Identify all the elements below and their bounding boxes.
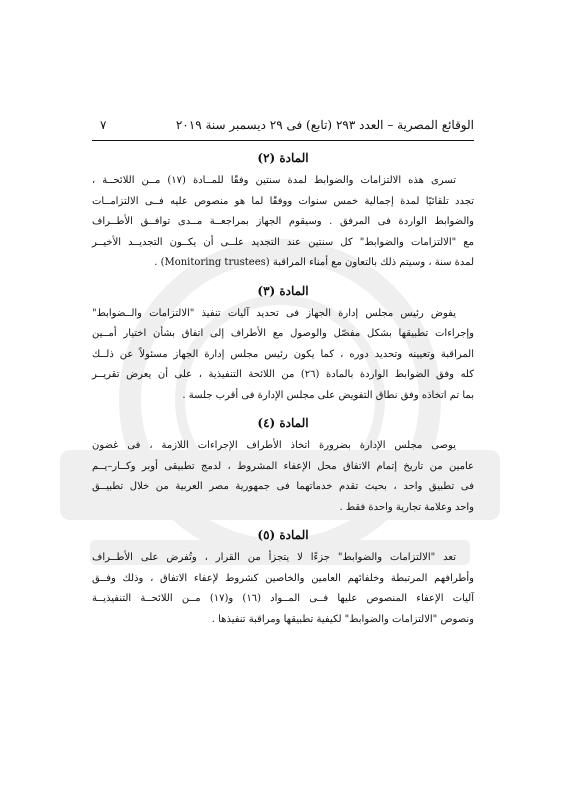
paragraph-line: لمدة سنة ، وسيتم ذلك بالتعاون مع أمناء المراقبة (Monitoring trustees) . xyxy=(154,257,474,268)
header-title: الوقائع المصرية – العدد ٢٩٣ (تابع) فى ٢٩ ديسمبر سنة ٢٠١٩ xyxy=(175,118,474,132)
paragraph-line: آليات الإعفاء المنصوص عليها فــى المــواد (١٦) و(١٧) مــن اللائحــة التنفيذيــة xyxy=(92,593,474,604)
article-title: المادة (٣) xyxy=(257,283,309,298)
paragraph-line: فى تطبيق واحد ، بحيث تقدم خدماتهما فى جمهورية مصر العربية من خلال تطبيــق xyxy=(92,481,474,492)
article-paragraph xyxy=(92,171,474,274)
article-paragraph xyxy=(92,304,474,407)
article-title: المادة (٥) xyxy=(257,528,309,542)
paragraph-line: المراقبة وتعيينه وتحديد دوره ، كما يكون رئيس مجلس إدارة الجهاز مسئولاً عن ذلــك xyxy=(92,348,474,360)
article-paragraph xyxy=(92,436,474,518)
paragraph-line: يفوض رئيس مجلس إدارة الجهاز فى تحديد آليات تنفيذ "الالتزامات والــضوابط" xyxy=(92,307,456,319)
article-section xyxy=(92,416,474,518)
page-header xyxy=(92,118,474,141)
article-paragraph xyxy=(92,548,474,630)
paragraph-line: تجدد تلقائيًا لمدة إجمالية خمس سنوات ووفقًا لما هو منصوص عليه فــى الالتزامــات xyxy=(92,195,474,207)
paragraph-line: تعد "الالتزامات والضوابط" جزءًا لا يتجزأ من القرار ، وتُفرض على الأطــراف xyxy=(92,552,456,563)
paragraph-line: ونصوص "الالتزامات والضوابط" لكيفية تطبيقها ومراقبة تنفيذها . xyxy=(211,613,474,625)
paragraph-line: مع "الالتزامات والضوابط" كل سنتين عند التجديد علــى أن يكــون التجديــد الأخيــر xyxy=(92,236,474,248)
page-number: ٧ xyxy=(100,118,107,132)
paragraph-line: واحد وعلامة تجارية واحدة فقط . xyxy=(339,501,474,513)
paragraph-line: عامين من تاريخ إتمام الاتفاق محل الإعفاء المشروط ، لدمج تطبيقى أوبر وكــار–يــم xyxy=(92,460,474,472)
paragraph-line: بما تم اتخاذه وفق نطاق التفويض على مجلس الإدارة فى أقرب جلسة . xyxy=(182,389,474,401)
paragraph-line: تسرى هذه الالتزامات والضوابط لمدة سنتين وفقًا للمــادة (١٧) مــن اللائحــة ، xyxy=(92,175,456,186)
paragraph-line: وإجراءات تطبيقها بشكل مفصّل والوصول مع الأطراف إلى اتفاق بشأن اختيار أمــين xyxy=(92,328,474,339)
article-title: المادة (٤) xyxy=(257,416,309,430)
article-section xyxy=(92,151,474,274)
paragraph-line: وأطرافهم المرتبطة وخلفائهم العامين والخاصين كشروط لإعفاء الاتفاق ، وذلك وفــق xyxy=(92,572,474,584)
paragraph-line: والضوابط الواردة فى المرفق . وسيقوم الجهاز بمراجعــة مــدى توافــق الأطــراف xyxy=(92,216,474,227)
article-section xyxy=(92,284,474,407)
paragraph-line: يوصى مجلس الإدارة بضرورة اتخاذ الأطراف الإجراءات اللازمة ، فى غضون xyxy=(92,440,456,451)
paragraph-line: كله وفق الضوابط الواردة بالمادة (٢٦) من اللائحة التنفيذية ، على أن يعرض تقريــر xyxy=(92,369,474,380)
article-title: المادة (٢) xyxy=(257,151,309,165)
articles-container xyxy=(92,151,474,630)
article-section xyxy=(92,528,474,630)
document-page xyxy=(92,118,474,630)
